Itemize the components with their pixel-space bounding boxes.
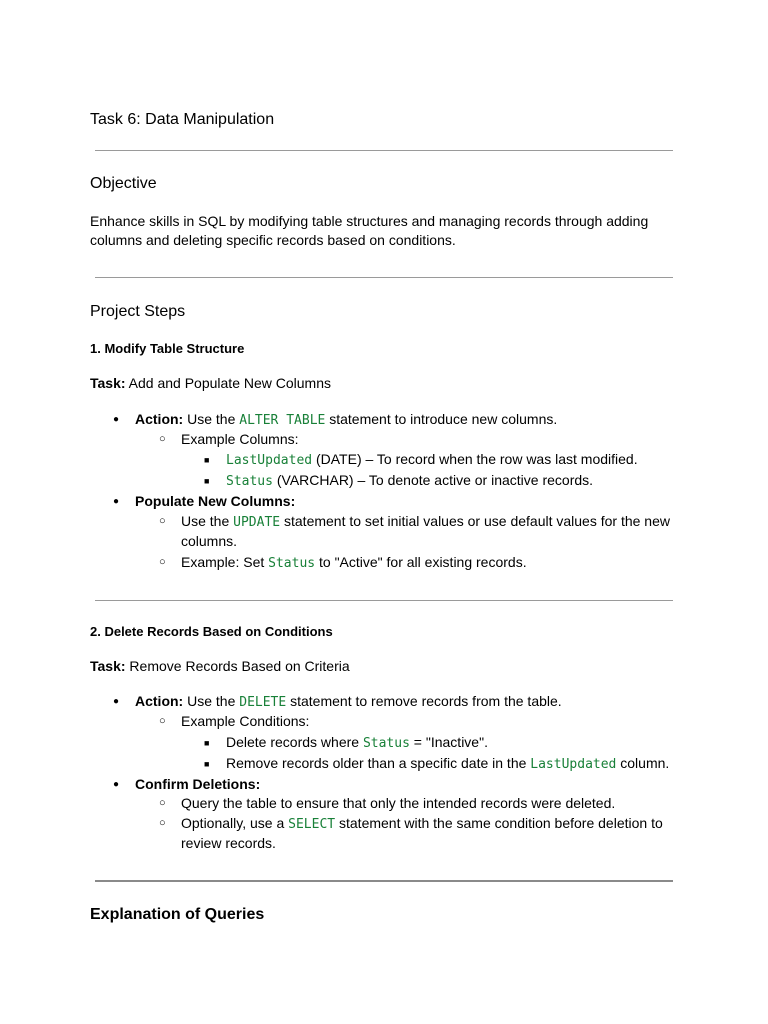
explanation-heading: Explanation of Queries — [90, 906, 265, 923]
text: column. — [616, 755, 670, 771]
text: statement to introduce new columns. — [325, 411, 558, 427]
divider — [95, 600, 673, 601]
action-label: Action: — [135, 693, 184, 709]
list-item — [135, 692, 562, 712]
action-label: Action: — [135, 411, 184, 427]
list-item — [226, 450, 638, 470]
code-update: UPDATE — [233, 515, 281, 530]
step1-heading: 1. Modify Table Structure — [90, 341, 245, 356]
code-select: SELECT — [288, 817, 336, 832]
code-alter-table: ALTER TABLE — [239, 413, 326, 428]
populate-label: Populate New Columns: — [135, 493, 296, 509]
code-lastupdated: LastUpdated — [530, 757, 617, 772]
list-item — [135, 410, 557, 430]
text: Use the — [181, 513, 234, 529]
code-lastupdated: LastUpdated — [226, 453, 313, 468]
step1-task — [90, 374, 331, 393]
code-status: Status — [362, 736, 410, 751]
divider — [95, 150, 673, 151]
text: Delete records where — [226, 734, 363, 750]
text: Example: Set — [181, 554, 269, 570]
task-label: Task: — [90, 375, 126, 391]
list-item — [226, 733, 488, 753]
list-item — [181, 553, 527, 573]
list-item: ○ Query the table to ensure that only the intended records were deleted. — [181, 794, 615, 813]
text: Use the — [183, 693, 240, 709]
step2-task — [90, 657, 350, 676]
page-title: Task 6: Data Manipulation — [90, 111, 275, 128]
list-item — [181, 512, 671, 551]
text: statement to set initial values or use default values for the new columns. — [181, 513, 670, 549]
divider — [95, 880, 673, 882]
task-label: Task: — [90, 658, 126, 674]
code-status: Status — [226, 474, 273, 489]
list-item — [135, 775, 260, 794]
divider — [95, 277, 673, 278]
step2-heading: 2. Delete Records Based on Conditions — [90, 624, 333, 639]
list-item — [226, 754, 669, 774]
text: statement to remove records from the table. — [286, 693, 562, 709]
project-steps-heading: Project Steps — [90, 303, 186, 320]
objective-heading: Objective — [90, 175, 157, 192]
code-status: Status — [268, 556, 316, 571]
task-text: Add and Populate New Columns — [125, 375, 332, 391]
text: Use the — [183, 411, 240, 427]
text: (VARCHAR) – To denote active or inactive records. — [272, 472, 594, 488]
objective-text: Enhance skills in SQL by modifying table structures and managing records through adding columns and deleting specific records based on conditions. — [90, 213, 649, 248]
list-item: ○ Example Conditions: — [181, 712, 309, 731]
list-item: ○ Example Columns: — [181, 430, 299, 449]
text: (DATE) – To record when the row was last modified. — [312, 451, 638, 467]
code-delete: DELETE — [239, 695, 287, 710]
text: Remove records older than a specific date in the — [226, 755, 531, 771]
confirm-label: Confirm Deletions: — [135, 776, 261, 792]
text: = "Inactive". — [409, 734, 488, 750]
list-item — [226, 471, 593, 491]
text: statement with the same condition before deletion to review records. — [181, 815, 663, 851]
task-text: Remove Records Based on Criteria — [125, 658, 350, 674]
text: Optionally, use a — [181, 815, 289, 831]
text: to "Active" for all existing records. — [315, 554, 527, 570]
list-item — [135, 492, 295, 511]
list-item — [181, 814, 671, 853]
